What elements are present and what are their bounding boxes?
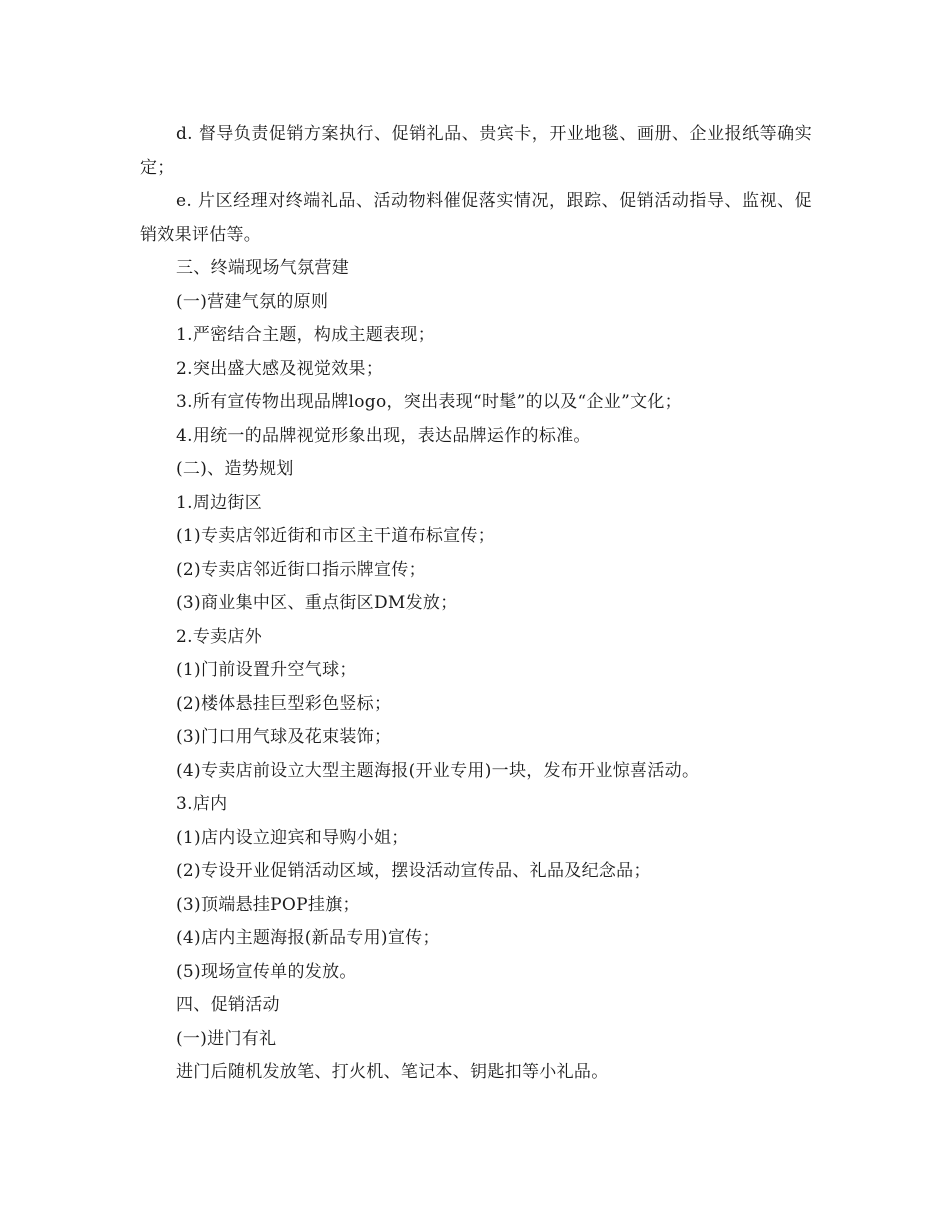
list-heading-surrounding-streets: 1.周边街区 <box>176 492 263 513</box>
list-item: (3)商业集中区、重点街区DM发放； <box>176 593 458 613</box>
list-item: 2.突出盛大感及视觉效果； <box>176 358 384 379</box>
list-item: 3.所有宣传物出现品牌logo，突出表现“时髦”的以及“企业”文化； <box>176 392 682 412</box>
paragraph-area-manager-duties: e. 片区经理对终端礼品、活动物料催促落实情况，跟踪、促销活动指导、监视、促销效果评估等。 <box>140 191 812 245</box>
subsection-heading-principles: (一)营建气氛的原则 <box>176 291 329 312</box>
subsection-heading-planning: (二)、造势规划 <box>176 459 294 479</box>
list-item: (2)专设开业促销活动区域，摆设活动宣传品、礼品及纪念品； <box>176 861 651 881</box>
list-item: (2)楼体悬挂巨型彩色竖标； <box>176 693 392 714</box>
list-item: 1.严密结合主题，构成主题表现； <box>176 325 436 345</box>
list-item: (3)顶端悬挂POP挂旗； <box>176 894 360 915</box>
list-item: (5)现场宣传单的发放。 <box>176 961 357 982</box>
list-heading-outside-store: 2.专卖店外 <box>176 626 263 647</box>
section-heading-atmosphere: 三、终端现场气氛营建 <box>176 258 349 278</box>
list-item: (1)店内设立迎宾和导购小姐； <box>176 827 409 848</box>
list-item: (4)店内主题海报(新品专用)宣传； <box>176 928 440 948</box>
list-item: (3)门口用气球及花束装饰； <box>176 727 392 747</box>
list-heading-in-store: 3.店内 <box>176 794 228 814</box>
list-item: (2)专卖店邻近街口指示牌宣传； <box>176 559 426 580</box>
subsection-heading-entry-gift: (一)进门有礼 <box>176 1028 277 1049</box>
list-item: (1)专卖店邻近街和市区主干道布标宣传； <box>176 526 496 546</box>
list-item: (4)专卖店前设立大型主题海报(开业专用)一块，发布开业惊喜活动。 <box>176 760 700 781</box>
paragraph-entry-gift-description: 进门后随机发放笔、打火机、笔记本、钥匙扣等小礼品。 <box>176 1062 609 1082</box>
list-item: 4.用统一的品牌视觉形象出现，表达品牌运作的标准。 <box>176 425 591 446</box>
list-item: (1)门前设置升空气球； <box>176 660 357 680</box>
paragraph-supervisor-duties: d. 督导负责促销方案执行、促销礼品、贵宾卡，开业地毯、画册、企业报纸等确实定； <box>140 124 812 178</box>
section-heading-promotions: 四、促销活动 <box>176 995 280 1015</box>
document-body <box>140 118 812 1090</box>
